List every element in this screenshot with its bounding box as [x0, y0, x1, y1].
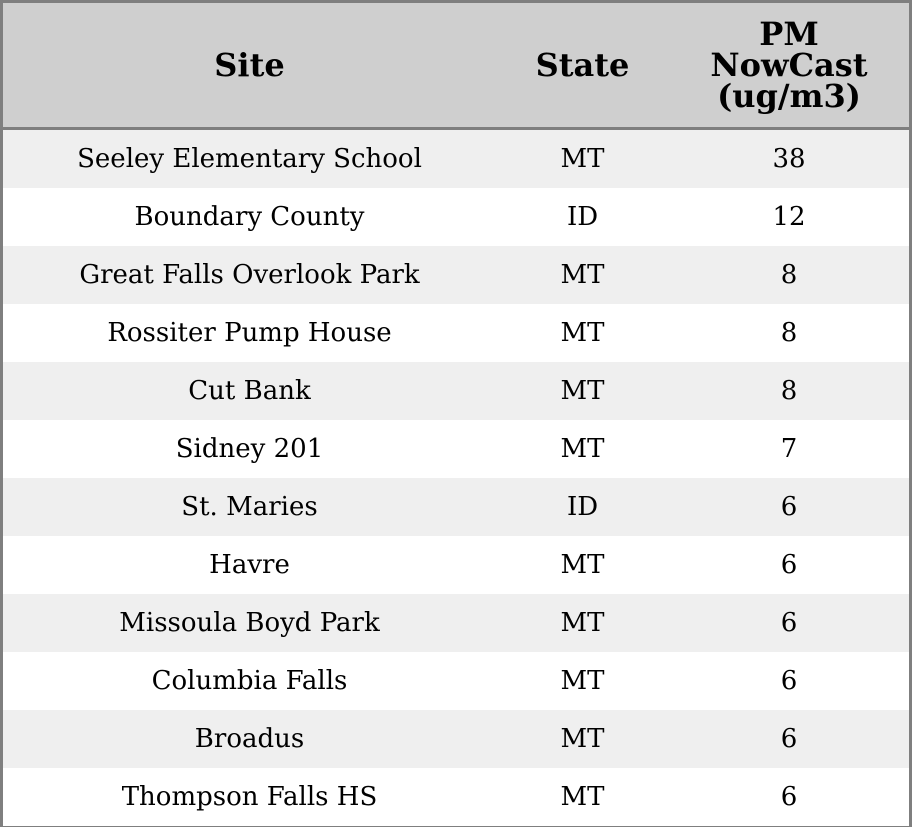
column-header-pm-nowcast: [669, 3, 909, 129]
column-header-site: [3, 3, 496, 129]
state-cell: MT: [496, 594, 669, 652]
pm-value-cell: 6: [669, 768, 909, 826]
pm-value-cell: 8: [669, 304, 909, 362]
state-cell: MT: [496, 362, 669, 420]
pm-nowcast-table: [3, 3, 909, 826]
state-cell: MT: [496, 652, 669, 710]
header-row: [3, 3, 909, 129]
table-row: [3, 420, 909, 478]
column-header-pm-line-3: (ug/m3): [717, 76, 861, 115]
table-header: [3, 3, 909, 129]
table-row: [3, 478, 909, 536]
pm-value-cell: 38: [669, 129, 909, 189]
table-body: [3, 129, 909, 827]
site-cell: Rossiter Pump House: [3, 304, 496, 362]
site-cell: Havre: [3, 536, 496, 594]
column-header-pm-line-2: NowCast: [710, 45, 868, 84]
table-row: [3, 129, 909, 189]
state-cell: MT: [496, 246, 669, 304]
pm-value-cell: 6: [669, 652, 909, 710]
table-row: [3, 246, 909, 304]
column-header-pm-line-1: PM: [759, 14, 819, 53]
table-row: [3, 768, 909, 826]
table-row: [3, 362, 909, 420]
site-cell: Seeley Elementary School: [3, 129, 496, 189]
state-cell: MT: [496, 129, 669, 189]
site-cell: Missoula Boyd Park: [3, 594, 496, 652]
column-header-state-label: State: [535, 45, 630, 84]
pm-value-cell: 8: [669, 362, 909, 420]
pm-value-cell: 6: [669, 710, 909, 768]
site-cell: Broadus: [3, 710, 496, 768]
table-row: [3, 594, 909, 652]
state-cell: ID: [496, 188, 669, 246]
state-cell: ID: [496, 478, 669, 536]
table-row: [3, 652, 909, 710]
state-cell: MT: [496, 420, 669, 478]
pm-value-cell: 6: [669, 536, 909, 594]
column-header-site-label: Site: [214, 45, 285, 84]
state-cell: MT: [496, 710, 669, 768]
site-cell: St. Maries: [3, 478, 496, 536]
site-cell: Thompson Falls HS: [3, 768, 496, 826]
state-cell: MT: [496, 768, 669, 826]
table-row: [3, 188, 909, 246]
site-cell: Sidney 201: [3, 420, 496, 478]
pm-value-cell: 8: [669, 246, 909, 304]
pm-value-cell: 7: [669, 420, 909, 478]
table-row: [3, 710, 909, 768]
pm-value-cell: 6: [669, 478, 909, 536]
table-row: [3, 536, 909, 594]
column-header-state: [496, 3, 669, 129]
site-cell: Columbia Falls: [3, 652, 496, 710]
table-row: [3, 304, 909, 362]
pm-value-cell: 6: [669, 594, 909, 652]
pm-value-cell: 12: [669, 188, 909, 246]
state-cell: MT: [496, 304, 669, 362]
state-cell: MT: [496, 536, 669, 594]
site-cell: Great Falls Overlook Park: [3, 246, 496, 304]
site-cell: Boundary County: [3, 188, 496, 246]
site-cell: Cut Bank: [3, 362, 496, 420]
